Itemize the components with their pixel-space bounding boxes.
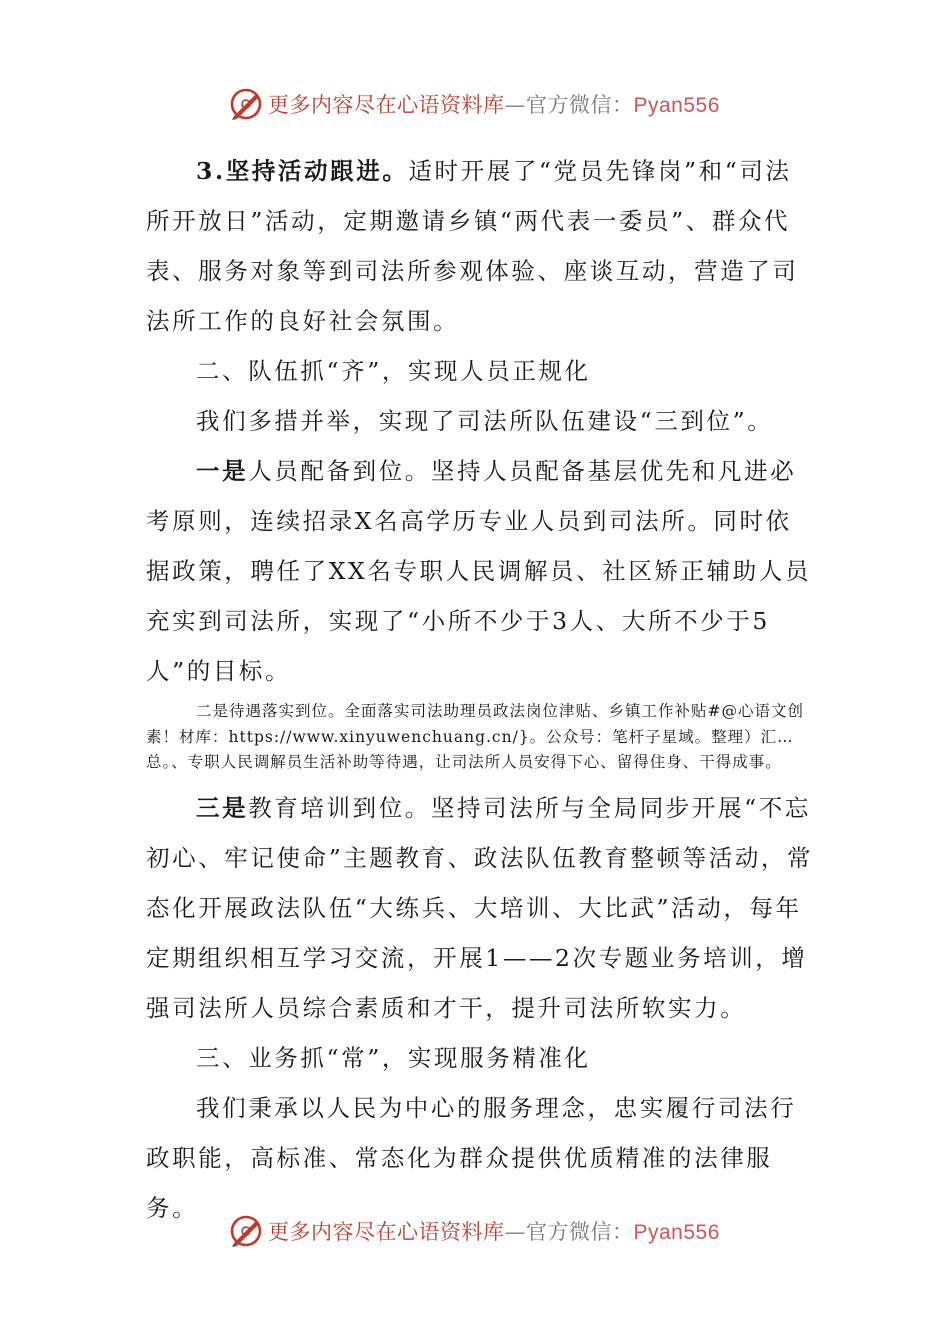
paragraph-text: 适时开展了“党员先锋岗”和“司法所开放日”活动，定期邀请乡镇“两代表一委员”、群众代表、服务对象等到司法所参观体验、座谈互动，营造了司法所工作的良好社会氛围。 [146,157,799,335]
paragraph-training [146,783,816,1033]
paragraph-staffing [146,446,816,696]
document-body [146,146,816,1233]
banner-official-label: 官方微信： [526,1220,634,1244]
banner-text [268,89,720,119]
paragraph-activity-followup [146,146,816,346]
paragraph-three-in-place: 我们多措并举，实现了司法所队伍建设“三到位”。 [196,407,774,435]
paragraph-text: 教育培训到位。坚持司法所与全局同步开展“不忘初心、牢记使命”主题教育、政法队伍教育整顿等活动，常态化开展政法队伍“大练兵、大培训、大比武”活动，每年定期组织相互学习交流，开展1——2次专题业务培训，增强司法所人员综合素质和才干，提升司法所软实力。 [146,793,814,1022]
paragraph-lead: 3.坚持活动跟进。 [196,157,409,185]
paragraph-treatment: 二是待遇落实到位。全面落实司法助理员政法岗位津贴、乡镇工作补贴#@心语文创素！材库：https://www.xinyuwenchuang.cn/}。公众号：笔杆子星域。整理）汇…总。、专职人民调解员生活补助等待遇，让司法所人员安得下心、留得住身、干得成事。 [146,702,804,771]
banner-site-name: 更多内容尽在心语资料库 [268,93,505,117]
paragraph-lead: 一是 [196,457,249,485]
banner-site-name: 更多内容尽在心语资料库 [268,1220,505,1244]
section-heading-business: 三、业务抓“常”，实现服务精准化 [196,1043,591,1072]
banner-text [268,1216,720,1246]
banner-dash: — [504,1220,526,1244]
banner-official-label: 官方微信： [526,93,634,117]
pen-circle-logo-icon [228,1213,264,1249]
footer-banner [228,1211,720,1251]
pen-circle-logo-icon [228,86,264,122]
banner-dash: — [504,93,526,117]
banner-wechat-id: Pyan556 [633,94,720,117]
paragraph-text: 人员配备到位。坚持人员配备基层优先和凡进必考原则，连续招录X名高学历专业人员到司法所。同时依据政策，聘任了XX名专职人民调解员、社区矫正辅助人员充实到司法所，实现了“小所不少于3人、大所不少于5人”的目标。 [146,457,812,685]
section-heading-team: 二、队伍抓“齐”，实现人员正规化 [196,357,591,385]
paragraph-lead: 三是 [196,793,249,822]
paragraph-service: 我们秉承以人民为中心的服务理念，忠实履行司法行政职能，高标准、常态化为群众提供优质精准的法律服务。 [146,1093,797,1222]
header-banner [228,84,720,124]
banner-wechat-id: Pyan556 [633,1221,720,1244]
